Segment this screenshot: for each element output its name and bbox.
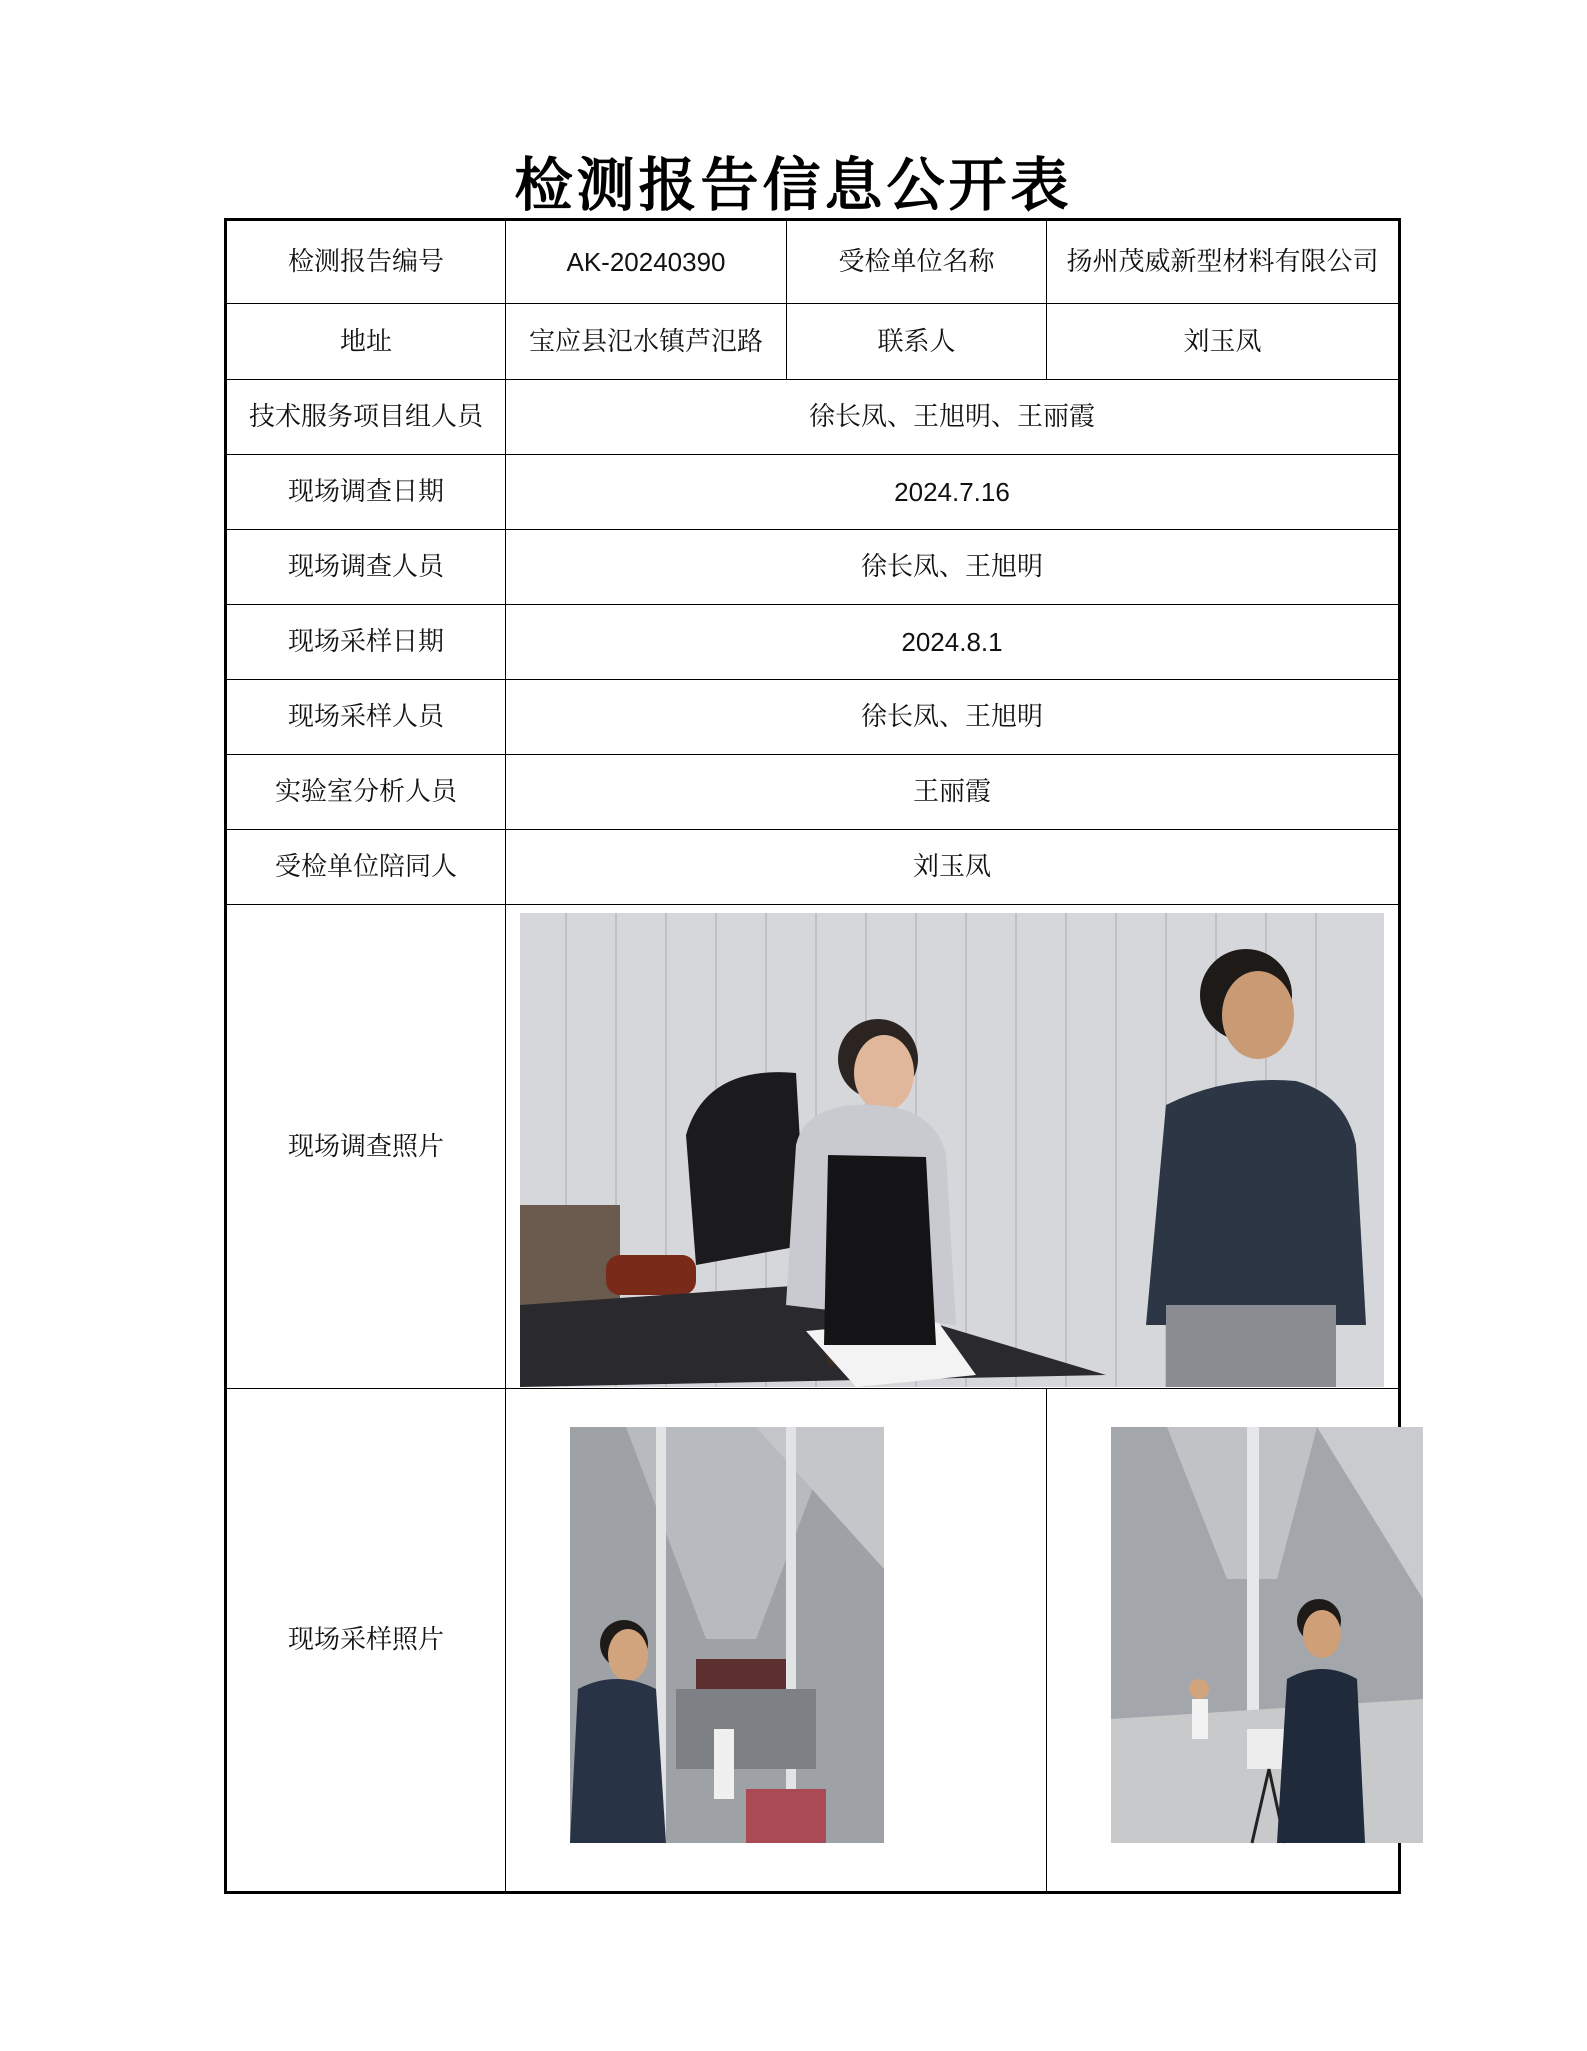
sampling-date-label: 现场采样日期 <box>226 605 506 680</box>
escort-value: 刘玉凤 <box>506 830 1400 905</box>
row-report-no <box>226 220 1400 304</box>
row-team <box>226 380 1400 455</box>
row-escort <box>226 830 1400 905</box>
team-value: 徐长凤、王旭明、王丽霞 <box>506 380 1400 455</box>
sampling-photo-label: 现场采样照片 <box>226 1389 506 1893</box>
escort-label: 受检单位陪同人 <box>226 830 506 905</box>
survey-staff-label: 现场调查人员 <box>226 530 506 605</box>
sampling-photo-cell-1 <box>506 1389 1047 1893</box>
lab-staff-value: 王丽霞 <box>506 755 1400 830</box>
survey-photo-cell <box>506 905 1400 1389</box>
survey-date-label: 现场调查日期 <box>226 455 506 530</box>
row-sampling-staff <box>226 680 1400 755</box>
survey-photo-label: 现场调查照片 <box>226 905 506 1389</box>
contact-value: 刘玉凤 <box>1047 304 1400 380</box>
page-title: 检测报告信息公开表 <box>514 151 1073 219</box>
lab-staff-label: 实验室分析人员 <box>226 755 506 830</box>
sampling-photo-1 <box>506 1389 950 1891</box>
row-survey-staff <box>226 530 1400 605</box>
row-sampling-date <box>226 605 1400 680</box>
team-label: 技术服务项目组人员 <box>226 380 506 455</box>
survey-date-value: 2024.7.16 <box>506 455 1400 530</box>
address-value: 宝应县氾水镇芦氾路 <box>506 304 787 380</box>
sampling-photo-cell-2 <box>1047 1389 1400 1893</box>
survey-photo <box>506 905 1398 1388</box>
report-no-label: 检测报告编号 <box>226 220 506 304</box>
address-label: 地址 <box>226 304 506 380</box>
sampling-date-value: 2024.8.1 <box>506 605 1400 680</box>
row-sampling-photo <box>226 1389 1400 1893</box>
row-survey-date <box>226 455 1400 530</box>
unit-name-label: 受检单位名称 <box>787 220 1047 304</box>
row-survey-photo <box>226 905 1400 1389</box>
row-address <box>226 304 1400 380</box>
row-lab-staff <box>226 755 1400 830</box>
sampling-staff-label: 现场采样人员 <box>226 680 506 755</box>
survey-staff-value: 徐长凤、王旭明 <box>506 530 1400 605</box>
contact-label: 联系人 <box>787 304 1047 380</box>
report-info-table <box>224 218 1401 1894</box>
report-no-value: AK-20240390 <box>506 220 787 304</box>
unit-name-value: 扬州茂威新型材料有限公司 <box>1047 220 1400 304</box>
sampling-staff-value: 徐长凤、王旭明 <box>506 680 1400 755</box>
sampling-photo-2 <box>1047 1389 1491 1891</box>
